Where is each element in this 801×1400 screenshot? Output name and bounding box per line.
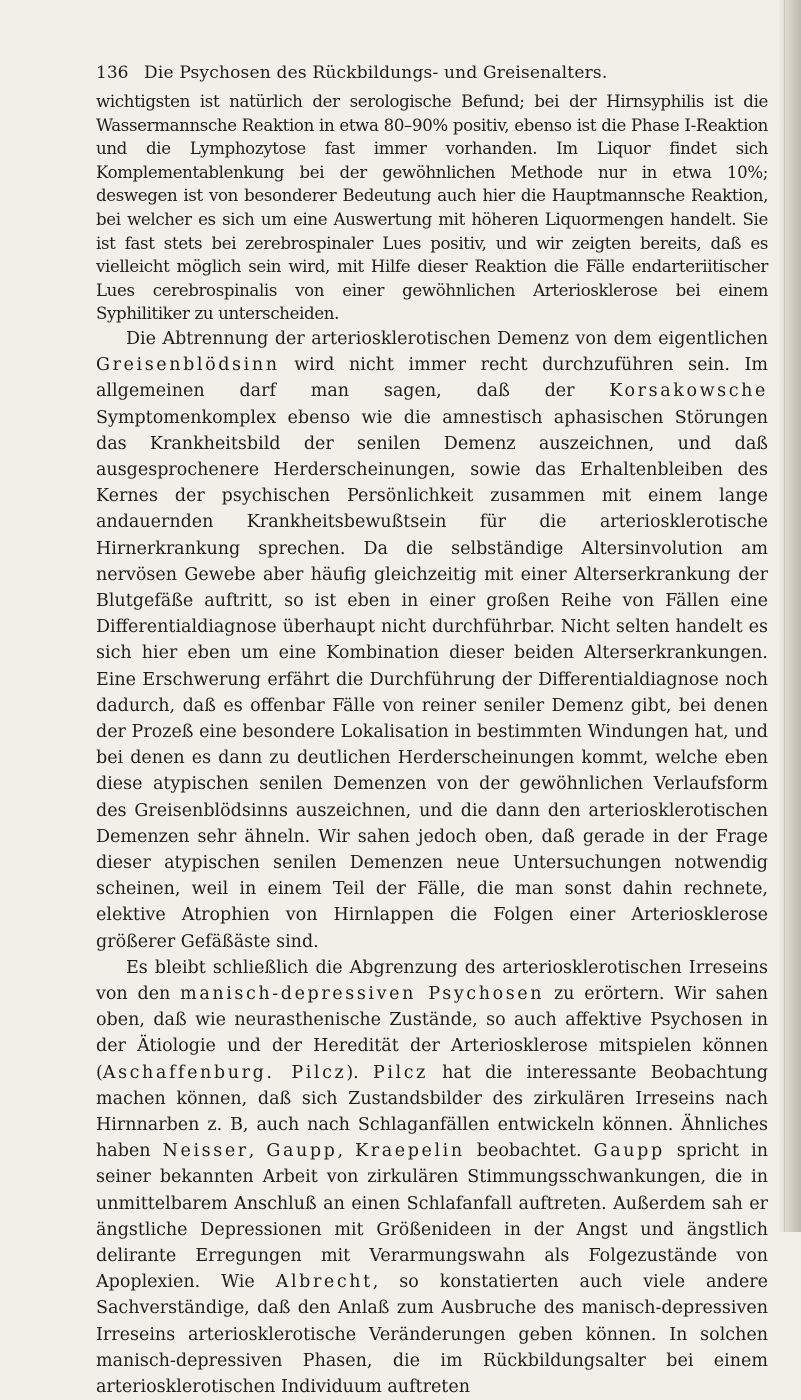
spaced-name-gaupp: Gaupp <box>266 1141 338 1162</box>
text-run: zu erörtern. Wir sahen oben, daß wie neurasthenische Zustände, so auch affektive Psychosen in der Ätiologie und der Heredität der Arteriosklerose mitspielen können ( <box>96 984 768 1083</box>
page-number: 136 <box>96 63 129 83</box>
paragraph-serology: wichtigsten ist natürlich der serologische Befund; bei der Hirnsyphilis ist die Wassermannsche Reaktion in etwa 80–90% positiv, ebenso ist die Phase I-Reaktion und die Lymphozytose fast immer vorhanden. Im Liquor findet sich Komplementablenkung bei der gewöhnlichen Methode nur in etwa 10%; deswegen ist von besonderer Bedeutung auch hier die Hauptmannsche Reaktion, bei welcher es sich um eine Auswertung mit höheren Liquormengen handelt. Sie ist fast stets bei zerebrospinaler Lues positiv, und wir zeigten bereits, daß es vielleicht möglich sein wird, mit Hilfe dieser Reaktion die Fälle endarteriitischer Lues cerebrospinalis von einer gewöhnlichen Arteriosklerose bei einem Syphilitiker zu unterscheiden. <box>96 92 768 324</box>
page-edge-shadow <box>779 0 801 1232</box>
book-page <box>96 60 768 1400</box>
spaced-name-albrecht: Albrecht <box>275 1272 373 1293</box>
spaced-name-pilcz: Pilcz <box>372 1062 428 1083</box>
spaced-name-korsakow: Korsakowsche <box>609 381 768 402</box>
text-run: wird nicht immer recht durchzuführen sein. Im allgemeinen darf man sagen, daß der <box>96 355 768 402</box>
text-run: , <box>337 1141 356 1162</box>
spaced-name-kraepelin: Kraepelin <box>355 1141 465 1162</box>
spaced-term-greisenbloedsinn: Greisenblödsinn <box>96 355 280 376</box>
text-run: Symptomenkomplex ebenso wie die amnestisch aphasischen Störungen das Krankheitsbild der senilen Demenz auszeichnen, und daß ausgesprochenere Herderscheinungen, sowie das Erhaltenbleiben des Kernes der psychischen Persönlichkeit zusammen mit einem lange andauernden Krankheitsbewußtsein für die arteriosklerotische Hirnerkrankung sprechen. Da die selbständige Altersinvolution am nervösen Gewebe aber häufig gleichzeitig mit einer Alterserkrankung der Blutgefäße auftritt, so ist eben in einer großen Reihe von Fällen eine Differentialdiagnose überhaupt nicht durchführbar. Nicht selten handelt es sich hier eben um eine Kombination dieser beiden Alterserkrankungen. Eine Erschwerung erfährt die Durchführung der Differentialdiagnose noch dadurch, daß es offenbar Fälle von reiner seniler Demenz gibt, bei denen der Prozeß eine besondere Lokalisation in bestimmten Windungen hat, und bei denen es dann zu deutlichen Herderscheinungen kommt, welche eben diese atypischen senilen Demenzen von der gewöhnlichen Verlaufsform des Greisenblödsinns auszeichnen, und die dann den arteriosklerotischen Demenzen sehr ähneln. Wir sahen jedoch oben, daß gerade in der Frage dieser atypischen senilen Demenzen neue Untersuchungen notwendig scheinen, weil in einem Teil der Fälle, die man sonst dahin rechnete, elektive Atrophien von Hirnlappen die Folgen einer Arteriosklerose größerer Gefäßäste sind. <box>96 407 768 952</box>
spaced-term-manic-depressive: manisch-depressiven Psychosen <box>180 984 545 1005</box>
text-run: , <box>248 1141 267 1162</box>
paragraph-senile-dementia <box>96 326 768 955</box>
page-edge-line <box>784 0 785 1232</box>
text-run: beobachtet. <box>464 1141 594 1162</box>
paragraph-manic-depressive <box>96 955 768 1400</box>
spaced-name-neisser: Neisser <box>162 1141 249 1162</box>
page-header <box>96 60 768 90</box>
text-run: Die Abtrennung der arteriosklerotischen Demenz von dem eigentlichen <box>126 328 768 349</box>
spaced-name-gaupp-2: Gaupp <box>593 1141 665 1162</box>
spaced-name-aschaffenburg-pilcz: Aschaffenburg. Pilcz <box>102 1062 347 1083</box>
text-run: ). <box>346 1062 373 1083</box>
text-run: spricht in seiner bekannten Arbeit von zirkulären Stimmungsschwankungen, die in unmittelbarem Anschluß an einen Schlafanfall auftreten. Außerdem sah er ängstliche Depressionen mit Größenideen in der Angst und ängstlich delirante Erregungen mit Verarmungswahn als Folgezustände von Apoplexien. Wie <box>96 1141 768 1293</box>
running-head: Die Psychosen des Rückbildungs- und Greisenalters. <box>144 63 608 83</box>
text-run: , so konstatierten auch viele andere Sachverständige, daß den Anlaß zum Ausbruche des manisch-depressiven Irreseins arteriosklerotische Veränderungen geben können. In solchen manisch-depressiven Phasen, die im Rückbildungsalter bei einem arteriosklerotischen Individuum auftreten <box>96 1272 768 1398</box>
text-run: hat die interessante Beobachtung machen können, daß sich Zustandsbilder des zirkulären Irreseins nach Hirnnarben z. B, auch nach Schlaganfällen entwickeln können. Ähnliches haben <box>96 1062 768 1162</box>
text-run: Es bleibt schließlich die Abgrenzung des arteriosklerotischen Irreseins von den <box>96 957 768 1005</box>
